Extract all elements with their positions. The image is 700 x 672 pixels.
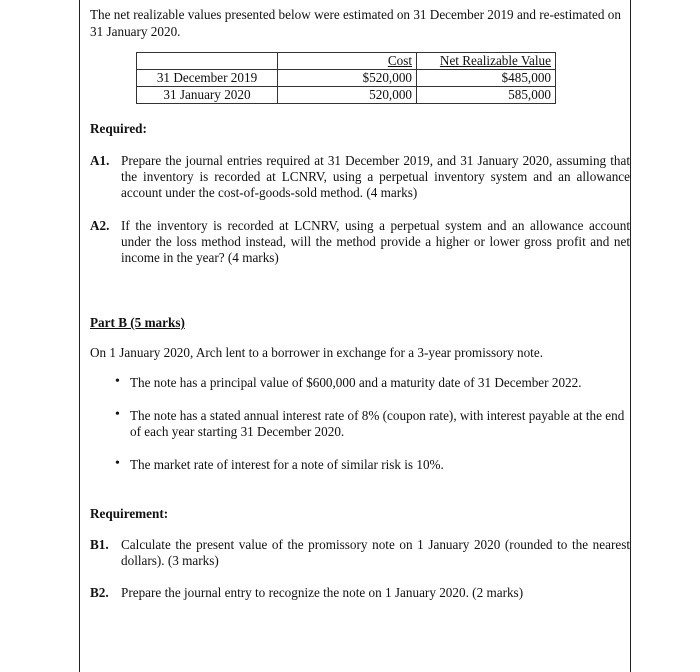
table-header-nrv: Net Realizable Value — [417, 53, 556, 70]
question-b1 — [90, 537, 630, 569]
bullet-icon: • — [115, 456, 120, 471]
table-row — [137, 87, 556, 104]
nrv-table — [136, 52, 556, 104]
question-b2-label: B2. — [90, 585, 109, 600]
row-date: 31 January 2020 — [137, 87, 278, 104]
part-b-intro: On 1 January 2020, Arch lent to a borrower in exchange for a 3-year promissory note. — [90, 345, 543, 360]
row-nrv: $485,000 — [417, 70, 556, 87]
question-a2-text: If the inventory is recorded at LCNRV, using a perpetual system and an allowance account under the loss method instead, will the method provide a higher or lower gross profit and net income in the year? (4 marks) — [121, 218, 630, 265]
requirement-heading: Requirement: — [90, 506, 169, 521]
table-row — [137, 70, 556, 87]
list-item: • The note has a principal value of $600,000 and a maturity date of 31 December 2022. — [115, 374, 582, 390]
row-nrv: 585,000 — [417, 87, 556, 104]
bullet-icon: • — [115, 374, 120, 389]
list-item: • The market rate of interest for a note of similar risk is 10%. — [115, 456, 444, 472]
question-b1-text: Calculate the present value of the promissory note on 1 January 2020 (rounded to the nearest dollars). (3 marks) — [121, 537, 630, 568]
part-b-heading: Part B (5 marks) — [90, 315, 185, 330]
list-item: • The note has a stated annual interest rate of 8% (coupon rate), with interest payable at the end of each year starting 31 December 2020. — [115, 407, 625, 439]
question-b1-label: B1. — [90, 537, 109, 552]
row-cost: $520,000 — [278, 70, 417, 87]
page-border-left — [79, 0, 80, 672]
question-a1-text: Prepare the journal entries required at 31 December 2019, and 31 January 2020, assuming that the inventory is recorded at LCNRV, using a perpetual inventory system and an allowance account under the cost-of-goods-sold method. (4 marks) — [121, 153, 630, 200]
table-header-cost: Cost — [278, 53, 417, 70]
intro-text: The net realizable values presented below were estimated on 31 December 2019 and re-estimated on 31 January 2020. — [90, 7, 621, 39]
row-date: 31 December 2019 — [137, 70, 278, 87]
question-a2-label: A2. — [90, 218, 110, 233]
question-b2 — [90, 585, 630, 601]
question-a1 — [90, 153, 630, 201]
required-heading: Required: — [90, 121, 147, 136]
question-b2-text: Prepare the journal entry to recognize the note on 1 January 2020. (2 marks) — [121, 585, 524, 600]
page-border-right — [630, 0, 631, 672]
question-a2 — [90, 218, 630, 266]
table-header-blank — [137, 53, 278, 70]
table-header-row — [137, 53, 556, 70]
bullet-icon: • — [115, 407, 120, 422]
question-a1-label: A1. — [90, 153, 110, 168]
row-cost: 520,000 — [278, 87, 417, 104]
